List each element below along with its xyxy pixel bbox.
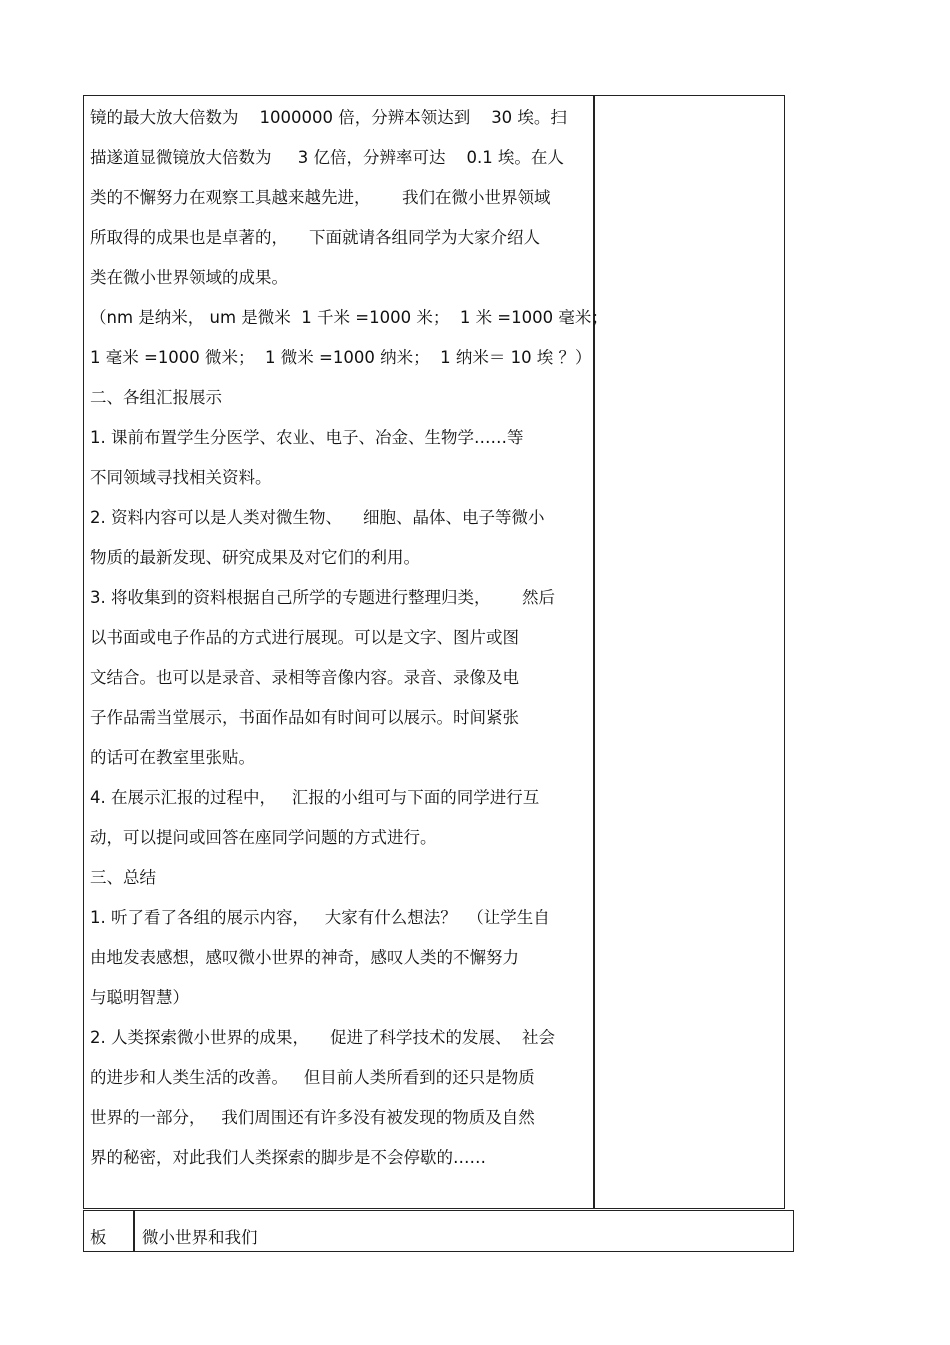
text-line: （nm 是纳米， um 是微米 1 千米 =1000 米； 1 米 =1000 毫米； (90, 308, 608, 327)
column-divider (593, 96, 595, 1208)
text-line: 1 毫米 =1000 微米； 1 微米 =1000 纳米； 1 纳米＝ 10 埃 ？） (90, 348, 592, 367)
text-line: 的话可在教室里张贴。 (90, 748, 255, 767)
text-line: 3. 将收集到的资料根据自己所学的专题进行整理归类， 然后 (90, 588, 555, 607)
text-line: 2. 人类探索微小世界的成果， 促进了科学技术的发展、 社会 (90, 1028, 555, 1047)
text-line: 子作品需当堂展示，书面作品如有时间可以展示。时间紧张 (90, 708, 519, 727)
text-line: 类的不懈努力在观察工具越来越先进， 我们在微小世界领域 (90, 188, 551, 207)
text-line: 不同领域寻找相关资料。 (90, 468, 272, 487)
column-divider (133, 1211, 135, 1251)
text-line: 所取得的成果也是卓著的， 下面就请各组同学为大家介绍人 (90, 228, 540, 247)
text-line: 文结合。也可以是录音、录相等音像内容。录音、录像及电 (90, 668, 519, 687)
text-line: 2. 资料内容可以是人类对微生物、 细胞、晶体、电子等微小 (90, 508, 545, 527)
section-heading: 二、各组汇报展示 (90, 388, 222, 407)
text-line: 物质的最新发现、研究成果及对它们的利用。 (90, 548, 420, 567)
section-heading: 三、总结 (90, 868, 156, 887)
text-line: 界的秘密，对此我们人类探索的脚步是不会停歇的…… (90, 1148, 486, 1167)
text-line: 动，可以提问或回答在座同学问题的方式进行。 (90, 828, 437, 847)
text-line: 1. 课前布置学生分医学、农业、电子、冶金、生物学……等 (90, 428, 524, 447)
board-title: 微小世界和我们 (142, 1228, 258, 1247)
text-line: 的进步和人类生活的改善。 但目前人类所看到的还只是物质 (90, 1068, 535, 1087)
text-line: 由地发表感想，感叹微小世界的神奇，感叹人类的不懈努力 (90, 948, 519, 967)
text-line: 世界的一部分， 我们周围还有许多没有被发现的物质及自然 (90, 1108, 535, 1127)
lesson-table (83, 95, 785, 1209)
text-line: 1. 听了看了各组的展示内容， 大家有什么想法？ （让学生自 (90, 908, 550, 927)
text-line: 类在微小世界领域的成果。 (90, 268, 288, 287)
text-line: 镜的最大放大倍数为 1000000 倍，分辨本领达到 30 埃。扫 (90, 108, 567, 127)
board-label: 板 (90, 1228, 107, 1247)
text-line: 描遂道显微镜放大倍数为 3 亿倍，分辨率可达 0.1 埃。在人 (90, 148, 564, 167)
text-line: 以书面或电子作品的方式进行展现。可以是文字、图片或图 (90, 628, 519, 647)
text-line: 4. 在展示汇报的过程中， 汇报的小组可与下面的同学进行互 (90, 788, 540, 807)
text-line: 与聪明智慧） (90, 988, 189, 1007)
board-design-row (83, 1210, 794, 1252)
